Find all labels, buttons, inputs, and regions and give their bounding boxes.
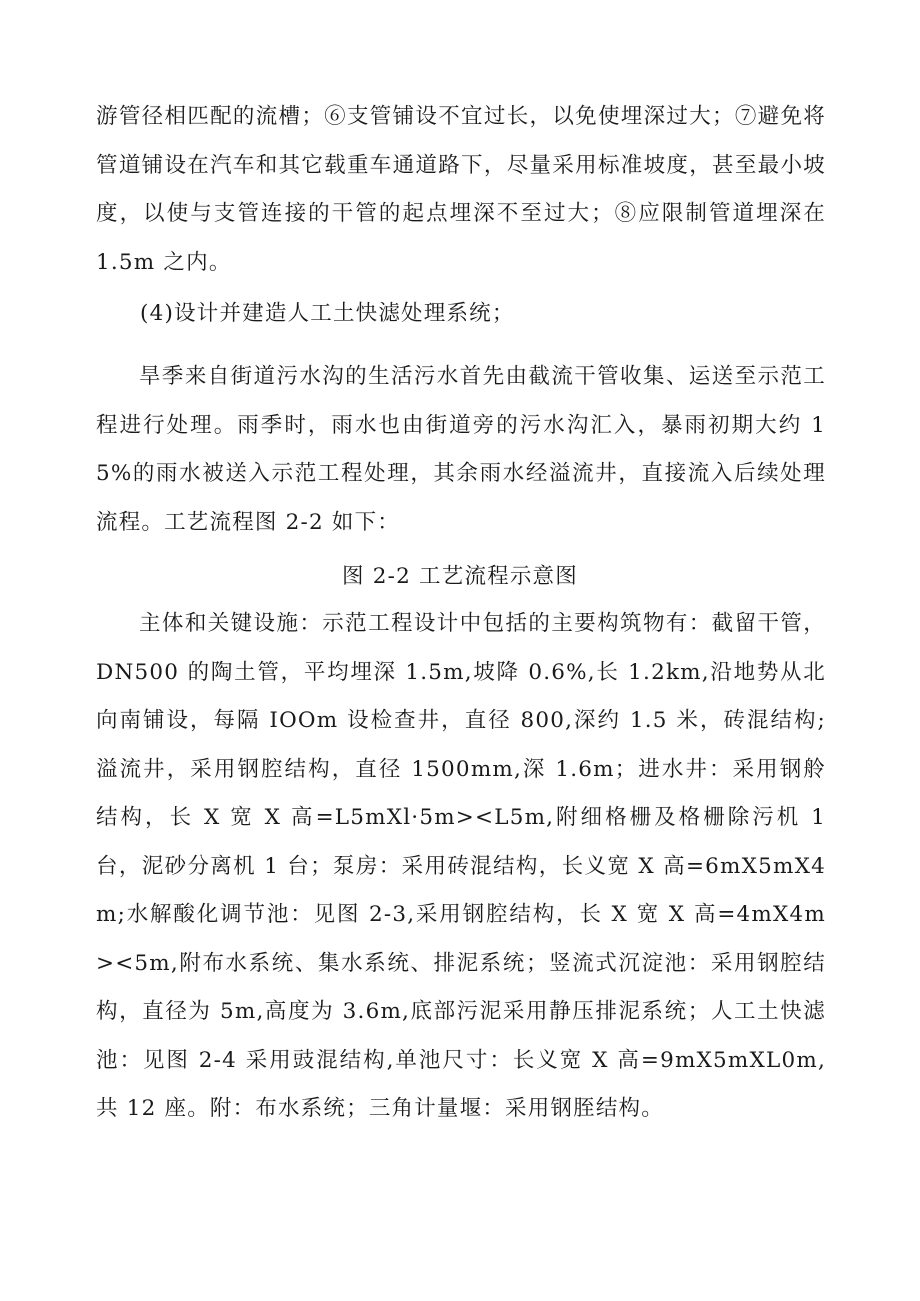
paragraph-sewage-collection: 旱季来自街道污水沟的生活污水首先由截流干管收集、运送至示范工程进行处理。雨季时，雨水也由街道旁的污水沟汇入，暴雨初期大约 15%的雨水被送入示范工程处理，其余雨水经溢流井，直接流入后续处理流程。工艺流程图 2-2 如下： <box>96 364 826 535</box>
figure-caption: 图 2-2 工艺流程示意图 <box>342 564 578 589</box>
section-heading-4: (4)设计并建造人工土快滤处理系统； <box>140 301 515 326</box>
paragraph-main-facilities: 主体和关键设施：示范工程设计中包括的主要构筑物有：截留干管，DN500 的陶土管，平均埋深 1.5m,坡降 0.6%,长 1.2km,沿地势从北向南铺设，每隔 IOOm 设检查井，直径 800,深约 1.5 米，砖混结构; 溢流井，采用钢腔结构，直径 1500mm,深 1.6m；进水井：采用钢舲结构，长 X 宽 X 高=L5mXl·5m><L5m,附细格栅及格栅除污机 1 台，泥砂分离机 1 台；泵房：采用砖混结构，长义宽 X 高=6mX5mX4m;水解酸化调节池：见图 2-3,采用钢腔结构，长 X 宽 X 高=4mX4m><5m,附布水系统、集水系统、排泥系统；竖流式沉淀池：采用钢腔结构，直径为 5m,高度为 3.6m,底部污泥采用静压排泥系统；人工土快滤池：见图 2-4 采用豉混结构,单池尺寸：长义宽 X 高=9mX5mXL0m,共 12 座。附：布水系统；三角计量堰：采用钢胵结构。 <box>96 611 826 1121</box>
paragraph-pipe-layout: 游管径相匹配的流槽；⑥支管铺设不宜过长，以免使埋深过大；⑦避免将管道铺设在汽车和其它载重车通道路下，尽量采用标准坡度，甚至最小坡度，以使与支管连接的干管的起点埋深不至过大；⑧应限制管道埋深在 1.5m 之内。 <box>96 104 826 275</box>
